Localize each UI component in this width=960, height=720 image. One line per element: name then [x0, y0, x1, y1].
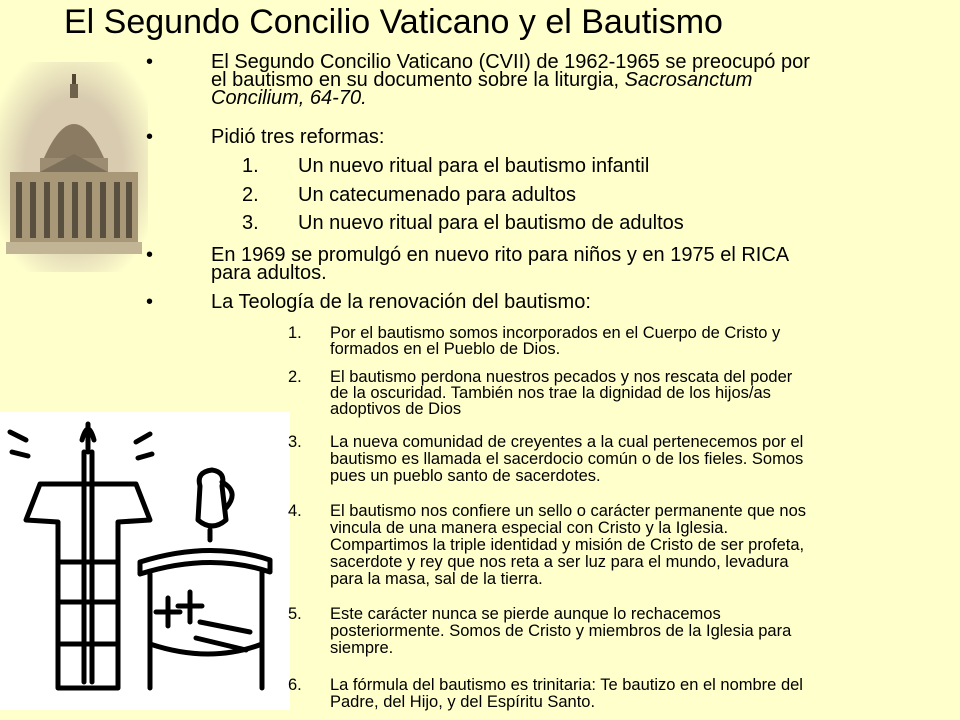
teologia-item-line: Por el bautismo somos incorporados en el Cuerpo de Cristo y [330, 324, 781, 342]
reforma-item: Un nuevo ritual para el bautismo de adultos [298, 212, 684, 234]
reforma-number: 2. [242, 184, 259, 206]
teologia-number: 6. [288, 676, 302, 694]
teologia-item-line: El bautismo nos confiere un sello o carácter permanente que nos [330, 502, 807, 520]
teologia-item-line: bautismo es llamada el sacerdocio común o de los fieles. Somos [330, 450, 804, 468]
bullet-glyph: • [146, 244, 154, 266]
teologia-item-line: Padre, del Hijo, y del Espíritu Santo. [330, 693, 596, 711]
bullet-glyph: • [146, 51, 154, 73]
teologia-number: 3. [288, 433, 302, 451]
teologia-item-line: posteriormente. Somos de Cristo y miembros de la Iglesia para [330, 622, 792, 640]
teologia-number: 4. [288, 502, 302, 520]
teologia-item-line: siempre. [330, 639, 394, 657]
bullet-1-line-3: Concilium, 64-70. [211, 87, 367, 109]
teologia-number: 5. [288, 605, 302, 623]
teologia-item-line: La fórmula del bautismo es trinitaria: Te bautizo en el nombre del [330, 676, 803, 694]
teologia-item-line: Compartimos la triple identidad y misión de Cristo de ser profeta, [330, 536, 805, 554]
bullet-4-text: La Teología de la renovación del bautismo: [211, 291, 591, 313]
reforma-item: Un nuevo ritual para el bautismo infantil [298, 155, 650, 177]
bullet-1-line-1: El Segundo Concilio Vaticano (CVII) de 1962-1965 se preocupó por [211, 51, 810, 73]
bullet-1-line-2: el bautismo en su documento sobre la liturgia, Sacrosanctum [211, 69, 753, 91]
teologia-item-line: Este carácter nunca se pierde aunque lo rechacemos [330, 605, 721, 623]
teologia-item-line: sacerdote y rey que nos reta a ser luz para el mundo, levadura [330, 553, 789, 571]
teologia-number: 1. [288, 324, 302, 342]
bullet-3-line-2: para adultos. [211, 262, 327, 284]
teologia-item-line: La nueva comunidad de creyentes a la cual pertenecemos por el [330, 433, 804, 451]
teologia-item-line: El bautismo perdona nuestros pecados y nos rescata del poder [330, 368, 793, 386]
teologia-item-line: adoptivos de Dios [330, 400, 462, 418]
reforma-number: 1. [242, 155, 259, 177]
bullet-glyph: • [146, 291, 154, 313]
teologia-number: 2. [288, 368, 302, 386]
bullet-3-line-1: En 1969 se promulgó en nuevo rito para niños y en 1975 el RICA [211, 244, 790, 266]
teologia-item-line: de la oscuridad. También nos trae la dignidad de los hijos/as [330, 384, 771, 402]
teologia-item-line: formados en el Pueblo de Dios. [330, 340, 561, 358]
teologia-item-line: vincula de una manera especial con Cristo y la Iglesia. [330, 519, 729, 537]
bullet-glyph: • [146, 126, 154, 148]
bullet-1-italic: Sacrosanctum [624, 69, 753, 91]
reforma-number: 3. [242, 212, 259, 234]
reforma-item: Un catecumenado para adultos [298, 184, 576, 206]
slide-title: El Segundo Concilio Vaticano y el Bautismo [64, 3, 723, 41]
bullet-2-text: Pidió tres reformas: [211, 126, 385, 148]
teologia-item-line: pues un pueblo santo de sacerdotes. [330, 467, 601, 485]
teologia-item-line: para la masa, sal de la tierra. [330, 570, 543, 588]
